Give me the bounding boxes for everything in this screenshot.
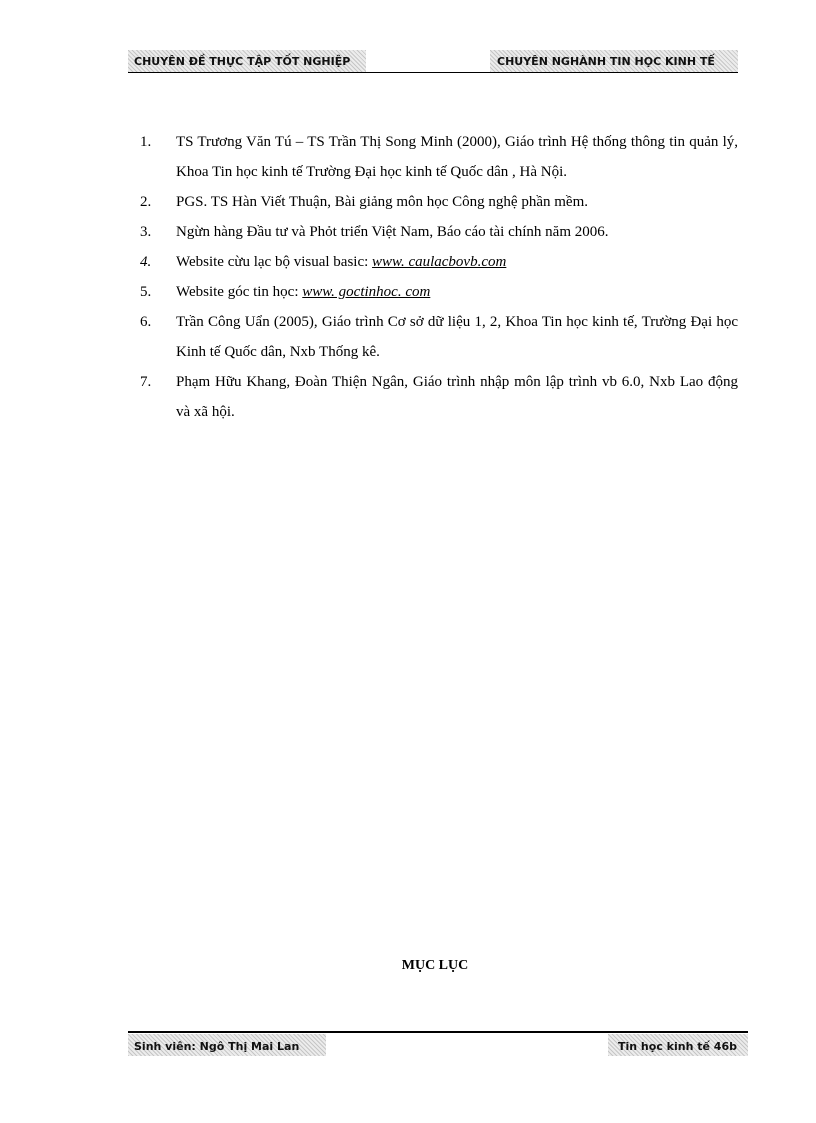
reference-text: Phạm Hữu Khang, Đoàn Thiện Ngân, Giáo trình nhập môn lập trình vb 6.0, Nxb Lao động và xã hội. <box>176 374 738 420</box>
website-link-caulacbovb[interactable]: www. caulacbovb.com <box>372 254 507 270</box>
reference-text-wrap <box>176 247 738 277</box>
reference-text: Website cừu lạc bộ visual basic: <box>176 254 373 270</box>
reference-number: 6. <box>140 314 152 330</box>
reference-list <box>140 127 738 427</box>
reference-text: PGS. TS Hàn Viết Thuận, Bài giảng môn học Công nghệ phần mềm. <box>176 194 588 210</box>
reference-text: Website góc tin học: <box>176 284 303 300</box>
reference-text: Trần Công Uẩn (2005), Giáo trình Cơ sở dữ liệu 1, 2, Khoa Tin học kinh tế, Trường Đại học Kinh tế Quốc dân, Nxb Thống kê. <box>176 314 738 360</box>
reference-item <box>140 187 738 217</box>
reference-number: 3. <box>140 224 152 240</box>
website-link-goctinhoc[interactable]: www. goctinhoc. com <box>302 284 431 300</box>
reference-item <box>140 367 738 427</box>
reference-text: TS Trương Văn Tú – TS Trần Thị Song Minh (2000), Giáo trình Hệ thống thông tin quản lý, Khoa Tin học kinh tế Trường Đại học kinh tế Quốc dân , Hà Nội. <box>176 134 738 180</box>
reference-number: 1. <box>140 134 152 150</box>
reference-number: 7. <box>140 374 152 390</box>
table-of-contents-heading: MỤC LỤC <box>401 958 469 973</box>
header-major-title: CHUYÊN NGHÀNH TIN HỌC KINH TẾ <box>490 50 738 72</box>
header-chapter-title: CHUYÊN ĐỀ THỰC TẬP TỐT NGHIỆP <box>128 50 366 72</box>
footer-divider <box>128 1031 748 1033</box>
footer-student-name: Sinh viên: Ngô Thị Mai Lan <box>128 1034 326 1056</box>
reference-item <box>140 307 738 367</box>
reference-item <box>140 277 738 307</box>
reference-number: 5. <box>140 284 152 300</box>
reference-number: 4. <box>140 254 152 270</box>
reference-item <box>140 217 738 247</box>
reference-item <box>140 247 738 277</box>
reference-number: 2. <box>140 194 152 210</box>
reference-text: Ngừn hàng Đầu tư và Phỏt triển Việt Nam, Báo cáo tài chính năm 2006. <box>176 224 609 240</box>
footer-class-name: Tin học kinh tế 46b <box>608 1034 748 1056</box>
header-divider <box>128 72 738 73</box>
reference-text-wrap <box>176 277 738 307</box>
reference-item <box>140 127 738 187</box>
